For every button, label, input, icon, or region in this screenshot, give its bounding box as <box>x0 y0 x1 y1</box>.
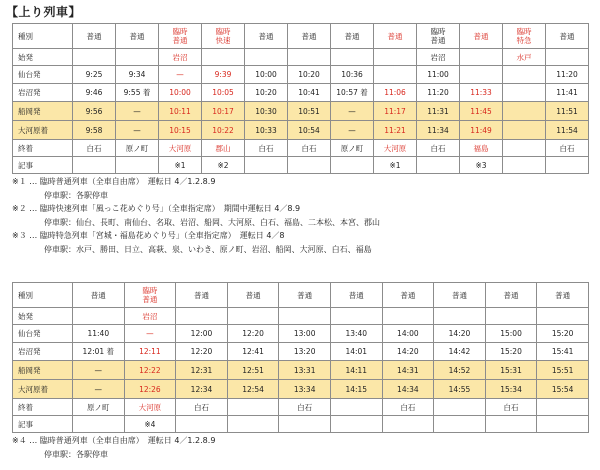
table-cell: 12:31 <box>176 361 228 380</box>
table-row <box>13 343 589 361</box>
table-cell: 12:51 <box>227 361 279 380</box>
table-cell: 14:20 <box>382 343 434 361</box>
table-cell: 普通 <box>245 24 288 49</box>
table-cell: 13:31 <box>279 361 331 380</box>
table-cell: 10:54 <box>288 121 331 140</box>
table-cell <box>503 140 546 157</box>
table-row <box>13 49 589 66</box>
table-cell: 11:31 <box>417 102 460 121</box>
table-row <box>13 325 589 343</box>
table-cell: ※1 <box>159 157 202 174</box>
table-row <box>13 140 589 157</box>
table-cell: 10:22 <box>202 121 245 140</box>
timetable-2 <box>12 282 589 433</box>
table-cell <box>73 416 125 433</box>
table-cell: 9:55 着 <box>116 84 159 102</box>
table-cell: 14:15 <box>330 380 382 399</box>
table-cell: ※3 <box>460 157 503 174</box>
table-cell: 岩沼 <box>417 49 460 66</box>
table-cell <box>227 308 279 325</box>
table-row <box>13 84 589 102</box>
page-title: 【上り列車】 <box>6 5 82 19</box>
table-cell <box>485 308 537 325</box>
table-cell: 10:00 <box>159 84 202 102</box>
table-cell <box>331 49 374 66</box>
table-cell <box>245 157 288 174</box>
table-cell: 13:00 <box>279 325 331 343</box>
table-cell <box>537 399 589 416</box>
table-cell <box>374 66 417 84</box>
table-cell: 13:20 <box>279 343 331 361</box>
table-cell: 岩沼 <box>124 308 176 325</box>
row-label: 船岡発 <box>13 361 73 380</box>
table-cell: 12:20 <box>176 343 228 361</box>
table-cell <box>176 308 228 325</box>
table-cell: 普通 <box>116 24 159 49</box>
table-cell: 15:54 <box>537 380 589 399</box>
table-cell: 10:17 <box>202 102 245 121</box>
table-cell: 大河原 <box>374 140 417 157</box>
note-line: ※３ … 臨時特急列車「宮城・福島花めぐり号」（全車指定席） 運転日 4／8 <box>12 231 285 240</box>
table-cell: 普通 <box>537 283 589 308</box>
table-cell: 臨時 普通 <box>124 283 176 308</box>
table-cell: 11:40 <box>73 325 125 343</box>
note-line: 停車駅：仙台、長町、南仙台、名取、岩沼、船岡、大河原、白石、福島、二本松、本宮、郡山 <box>12 217 380 227</box>
table-cell: 11:00 <box>417 66 460 84</box>
table-cell: 普通 <box>288 24 331 49</box>
table-cell: 12:22 <box>124 361 176 380</box>
table-cell: 14:55 <box>434 380 486 399</box>
table-cell: 12:01 着 <box>73 343 125 361</box>
table-cell: 大河原 <box>124 399 176 416</box>
table-cell <box>227 399 279 416</box>
table-cell: — <box>116 102 159 121</box>
table-cell: — <box>73 380 125 399</box>
table-cell: 白石 <box>485 399 537 416</box>
row-label: 仙台発 <box>13 325 73 343</box>
table-cell: 普通 <box>279 283 331 308</box>
table-cell: 白石 <box>245 140 288 157</box>
table-cell: 12:54 <box>227 380 279 399</box>
row-label: 始発 <box>13 308 73 325</box>
table-cell <box>537 308 589 325</box>
table-cell: 白石 <box>176 399 228 416</box>
table-cell: 臨時 特急 <box>503 24 546 49</box>
table-cell <box>460 66 503 84</box>
table-cell <box>434 399 486 416</box>
table-cell: 12:34 <box>176 380 228 399</box>
table-cell <box>503 102 546 121</box>
row-label: 船岡発 <box>13 102 73 121</box>
table-cell <box>288 49 331 66</box>
table-cell: 白石 <box>279 399 331 416</box>
table-cell: 11:41 <box>546 84 589 102</box>
table-cell: 水戸 <box>503 49 546 66</box>
row-label: 終着 <box>13 399 73 416</box>
row-label: 岩沼発 <box>13 343 73 361</box>
table-cell: 15:41 <box>537 343 589 361</box>
table-cell: 普通 <box>434 283 486 308</box>
table-cell: — <box>73 361 125 380</box>
table-cell: 白石 <box>546 140 589 157</box>
table-cell: 12:41 <box>227 343 279 361</box>
table-cell <box>227 416 279 433</box>
table-cell: 12:20 <box>227 325 279 343</box>
table-cell <box>382 308 434 325</box>
timetable-1 <box>12 23 589 174</box>
table-cell <box>434 308 486 325</box>
table-cell: 10:20 <box>245 84 288 102</box>
table-cell: 14:11 <box>330 361 382 380</box>
table-cell: 白石 <box>288 140 331 157</box>
table-cell: 14:52 <box>434 361 486 380</box>
table-cell: 14:42 <box>434 343 486 361</box>
table-cell: — <box>116 121 159 140</box>
table-cell <box>417 157 460 174</box>
table-cell <box>374 49 417 66</box>
table-cell <box>202 49 245 66</box>
table-row <box>13 24 589 49</box>
table-cell: 福島 <box>460 140 503 157</box>
notes-1 <box>12 175 380 256</box>
table-row <box>13 308 589 325</box>
table-cell: 9:25 <box>73 66 116 84</box>
table-cell: 白石 <box>73 140 116 157</box>
table-cell: 10:33 <box>245 121 288 140</box>
table-row <box>13 66 589 84</box>
table-cell: 原ノ町 <box>73 399 125 416</box>
table-cell: 15:20 <box>485 343 537 361</box>
table-cell: 9:46 <box>73 84 116 102</box>
table-cell <box>503 66 546 84</box>
table-cell: 普通 <box>485 283 537 308</box>
table-cell: 9:39 <box>202 66 245 84</box>
table-cell: 普通 <box>176 283 228 308</box>
row-label: 種別 <box>13 283 73 308</box>
table-cell <box>73 49 116 66</box>
table-cell <box>485 416 537 433</box>
table-cell: — <box>331 102 374 121</box>
table-cell <box>434 416 486 433</box>
table-cell: 14:34 <box>382 380 434 399</box>
note-line: 停車駅：水戸、勝田、日立、高萩、泉、いわき、原ノ町、岩沼、船岡、大河原、白石、福島 <box>12 244 372 254</box>
table-cell: 10:30 <box>245 102 288 121</box>
table-cell <box>73 308 125 325</box>
table-row <box>13 102 589 121</box>
table-row <box>13 157 589 174</box>
table-cell <box>330 399 382 416</box>
table-cell <box>279 416 331 433</box>
table-cell: 11:21 <box>374 121 417 140</box>
table-cell: 10:41 <box>288 84 331 102</box>
row-label: 岩沼発 <box>13 84 73 102</box>
row-label: 記事 <box>13 416 73 433</box>
table-cell <box>279 308 331 325</box>
table-cell <box>245 49 288 66</box>
table-cell <box>176 416 228 433</box>
table-cell <box>503 121 546 140</box>
table-cell: 9:34 <box>116 66 159 84</box>
table-cell <box>330 416 382 433</box>
table-cell: 14:00 <box>382 325 434 343</box>
table-cell: 12:00 <box>176 325 228 343</box>
table-cell: 11:51 <box>546 102 589 121</box>
table-cell: ※4 <box>124 416 176 433</box>
table-row <box>13 361 589 380</box>
table-cell <box>73 157 116 174</box>
table-cell <box>330 308 382 325</box>
table-cell: 普通 <box>460 24 503 49</box>
table-cell: 臨時 快速 <box>202 24 245 49</box>
row-label: 記事 <box>13 157 73 174</box>
table-cell: 10:20 <box>288 66 331 84</box>
table-row <box>13 380 589 399</box>
row-label: 仙台発 <box>13 66 73 84</box>
table-cell: 10:05 <box>202 84 245 102</box>
table-cell: 10:36 <box>331 66 374 84</box>
table-cell <box>460 49 503 66</box>
table-row <box>13 283 589 308</box>
table-cell: 普通 <box>331 24 374 49</box>
table-cell: 11:34 <box>417 121 460 140</box>
table-cell: 普通 <box>330 283 382 308</box>
notes-2 <box>12 434 215 461</box>
table-cell: 普通 <box>73 283 125 308</box>
row-label: 終着 <box>13 140 73 157</box>
table-cell: — <box>124 325 176 343</box>
table-cell: 原ノ町 <box>116 140 159 157</box>
table-cell: 臨時 普通 <box>159 24 202 49</box>
table-cell <box>288 157 331 174</box>
table-cell <box>116 49 159 66</box>
table-cell: 11:49 <box>460 121 503 140</box>
table-cell <box>116 157 159 174</box>
table-cell: 14:20 <box>434 325 486 343</box>
table-cell: 15:51 <box>537 361 589 380</box>
table-cell: 岩沼 <box>159 49 202 66</box>
table-cell: — <box>159 66 202 84</box>
note-line: ※１ … 臨時普通列車（全車自由席） 運転日 4／1.2.8.9 <box>12 177 216 186</box>
table-cell: 12:26 <box>124 380 176 399</box>
note-line: ※２ … 臨時快速列車「風っこ花めぐり号」（全車指定席） 期間中運転日 4／8.9 <box>12 204 301 213</box>
table-cell: 13:40 <box>330 325 382 343</box>
row-label: 種別 <box>13 24 73 49</box>
table-cell: 11:20 <box>546 66 589 84</box>
table-cell: 普通 <box>73 24 116 49</box>
table-cell <box>546 49 589 66</box>
table-cell: 白石 <box>417 140 460 157</box>
table-cell: 10:51 <box>288 102 331 121</box>
table-cell <box>537 416 589 433</box>
table-cell: 普通 <box>374 24 417 49</box>
note-line: 停車駅：各駅停車 <box>12 449 108 459</box>
table-cell: 普通 <box>382 283 434 308</box>
table-cell: 12:11 <box>124 343 176 361</box>
row-label: 大河原着 <box>13 121 73 140</box>
table-cell: 白石 <box>382 399 434 416</box>
table-cell: 11:20 <box>417 84 460 102</box>
table-cell: 普通 <box>227 283 279 308</box>
table-cell <box>503 84 546 102</box>
row-label: 始発 <box>13 49 73 66</box>
row-label: 大河原着 <box>13 380 73 399</box>
table-cell: 原ノ町 <box>331 140 374 157</box>
table-cell: 普通 <box>546 24 589 49</box>
table-cell: 15:34 <box>485 380 537 399</box>
table-cell: 15:31 <box>485 361 537 380</box>
table-cell: ※2 <box>202 157 245 174</box>
table-cell: 11:45 <box>460 102 503 121</box>
table-cell: 11:54 <box>546 121 589 140</box>
table-cell: 14:01 <box>330 343 382 361</box>
note-line: ※４ … 臨時普通列車（全車自由席） 運転日 4／1.2.8.9 <box>12 436 216 445</box>
table-cell: 大河原 <box>159 140 202 157</box>
table-cell: 10:00 <box>245 66 288 84</box>
table-cell: 10:11 <box>159 102 202 121</box>
table-cell <box>331 157 374 174</box>
table-cell: 郡山 <box>202 140 245 157</box>
table-cell: 9:58 <box>73 121 116 140</box>
table-cell <box>546 157 589 174</box>
table-cell: ※1 <box>374 157 417 174</box>
table-cell: 臨時 普通 <box>417 24 460 49</box>
table-cell: 10:15 <box>159 121 202 140</box>
note-line: 停車駅：各駅停車 <box>12 190 108 200</box>
table-row <box>13 416 589 433</box>
table-cell: 14:31 <box>382 361 434 380</box>
table-row <box>13 121 589 140</box>
table-cell: 11:06 <box>374 84 417 102</box>
table-cell: 15:00 <box>485 325 537 343</box>
table-cell: 11:17 <box>374 102 417 121</box>
table-cell: 15:20 <box>537 325 589 343</box>
table-cell: 9:56 <box>73 102 116 121</box>
table-cell: 11:33 <box>460 84 503 102</box>
table-cell: — <box>331 121 374 140</box>
table-cell <box>382 416 434 433</box>
table-cell: 13:34 <box>279 380 331 399</box>
table-cell <box>503 157 546 174</box>
table-row <box>13 399 589 416</box>
table-cell: 10:57 着 <box>331 84 374 102</box>
